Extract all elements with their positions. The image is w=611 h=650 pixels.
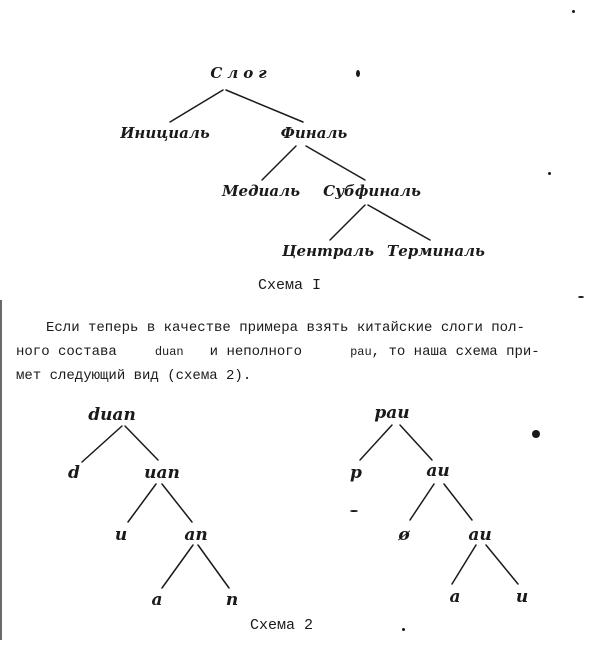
node-uan: uan bbox=[144, 463, 180, 483]
node-final: Финаль bbox=[280, 124, 348, 142]
node-subfinal: Субфиналь bbox=[323, 182, 421, 200]
node-d: d bbox=[68, 463, 80, 483]
paragraph-text-c: , то наша схема при- bbox=[371, 344, 540, 360]
pau-tree-nodes bbox=[350, 403, 528, 607]
edge-uan-an bbox=[162, 484, 192, 522]
left-margin-rule bbox=[0, 300, 2, 640]
edge-subfinal-central bbox=[330, 205, 365, 240]
edge-duan-d bbox=[82, 426, 122, 462]
duan-tree-edges bbox=[82, 426, 229, 588]
node-zero: ø bbox=[398, 525, 410, 545]
node-a-2: a bbox=[449, 587, 461, 607]
ink-speck bbox=[548, 172, 551, 175]
node-syllable: Слог bbox=[210, 64, 272, 82]
ink-speck bbox=[532, 430, 540, 438]
paragraph-word-duan: duan bbox=[154, 345, 184, 359]
ink-speck bbox=[356, 70, 360, 77]
node-initial: Инициаль bbox=[120, 124, 210, 142]
edge-an-a bbox=[162, 545, 193, 588]
edge-pau-p bbox=[360, 425, 392, 460]
edge-au-zero bbox=[410, 484, 434, 520]
node-u-2: u bbox=[515, 587, 529, 607]
scheme1-nodes bbox=[119, 64, 485, 260]
node-au-2: au bbox=[468, 525, 492, 545]
node-u: u bbox=[114, 525, 128, 545]
edge-final-medial bbox=[262, 146, 296, 180]
scheme1-edges bbox=[170, 90, 430, 240]
node-an: an bbox=[184, 525, 208, 545]
scheme2-caption: Схема 2 bbox=[250, 617, 314, 634]
paragraph bbox=[16, 320, 596, 390]
node-central: Централь bbox=[282, 242, 374, 260]
edge-final-subfinal bbox=[306, 146, 365, 180]
paragraph-word-pau: pau bbox=[350, 345, 372, 359]
node-terminal: Терминаль bbox=[387, 242, 485, 260]
paragraph-line-2 bbox=[16, 344, 540, 360]
edge-uan-u bbox=[128, 484, 156, 522]
edge-duan-uan bbox=[125, 426, 158, 460]
paragraph-text-b: и неполного bbox=[209, 344, 303, 360]
paragraph-text-a: ного состава bbox=[16, 344, 117, 360]
ink-speck bbox=[402, 628, 405, 631]
ink-speck bbox=[572, 10, 575, 13]
paragraph-line-1: Если теперь в качестве примера взять китайские слоги пол- bbox=[46, 320, 525, 336]
edge-syllable-initial bbox=[170, 90, 223, 122]
edge-syllable-final bbox=[226, 90, 303, 122]
duan-tree-nodes bbox=[68, 405, 238, 610]
node-p: p bbox=[350, 463, 362, 483]
scheme1-caption: Схема I bbox=[258, 277, 322, 294]
ink-speck bbox=[578, 296, 584, 298]
node-au: au bbox=[426, 461, 450, 481]
node-medial: Медиаль bbox=[221, 182, 301, 200]
pau-tree-edges bbox=[360, 425, 518, 584]
edge-au-au bbox=[444, 484, 472, 520]
paragraph-line-3: мет следующий вид (схема 2). bbox=[16, 368, 252, 384]
node-pau: pau bbox=[374, 403, 410, 423]
node-n: n bbox=[225, 590, 239, 610]
edge-subfinal-terminal bbox=[368, 205, 430, 240]
edge-an-n bbox=[198, 545, 229, 588]
edge-au2-u bbox=[486, 545, 518, 584]
node-a: a bbox=[151, 590, 163, 610]
node-duan: duan bbox=[88, 405, 136, 425]
edge-pau-au bbox=[400, 425, 432, 460]
edge-au2-a bbox=[452, 545, 476, 584]
ink-speck bbox=[350, 510, 358, 512]
